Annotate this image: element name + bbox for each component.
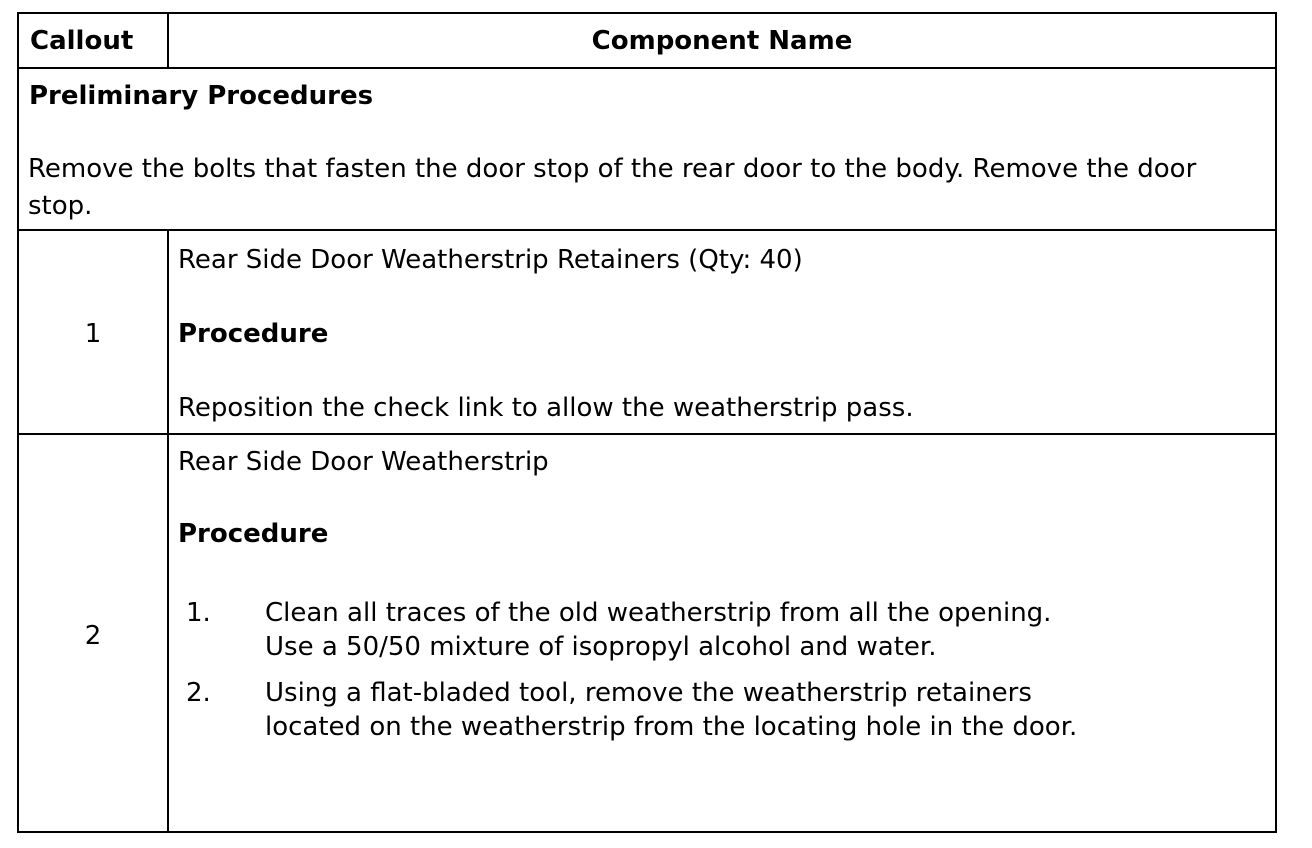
row-1-component: Rear Side Door Weatherstrip Retainers (Qty: 40)	[178, 245, 803, 275]
header-divider	[17, 67, 1277, 69]
column-divider-body	[167, 229, 169, 833]
step-2-line-1: Using a flat-bladed tool, remove the weatherstrip retainers	[265, 678, 1032, 708]
step-1-number: 1.	[186, 598, 211, 628]
row-2-callout: 2	[84, 621, 102, 651]
row-divider	[17, 433, 1277, 435]
step-2-number: 2.	[186, 678, 211, 708]
preliminary-divider	[17, 229, 1277, 231]
step-2-line-2: located on the weatherstrip from the locating hole in the door.	[265, 712, 1078, 742]
row-1-callout: 1	[84, 319, 102, 349]
row-1-procedure-text: Reposition the check link to allow the weatherstrip pass.	[178, 393, 914, 423]
preliminary-text: Remove the bolts that fasten the door stop of the rear door to the body. Remove the door stop.	[28, 154, 1197, 221]
row-2-component: Rear Side Door Weatherstrip	[178, 447, 549, 477]
step-1-line-2: Use a 50/50 mixture of isopropyl alcohol and water.	[265, 632, 937, 662]
header-callout: Callout	[30, 26, 134, 56]
header-component-name: Component Name	[591, 26, 853, 56]
preliminary-title: Preliminary Procedures	[29, 81, 374, 111]
row-2-procedure-label: Procedure	[178, 519, 329, 549]
step-1-line-1: Clean all traces of the old weatherstrip from all the opening.	[265, 598, 1052, 628]
row-1-procedure-label: Procedure	[178, 319, 329, 349]
